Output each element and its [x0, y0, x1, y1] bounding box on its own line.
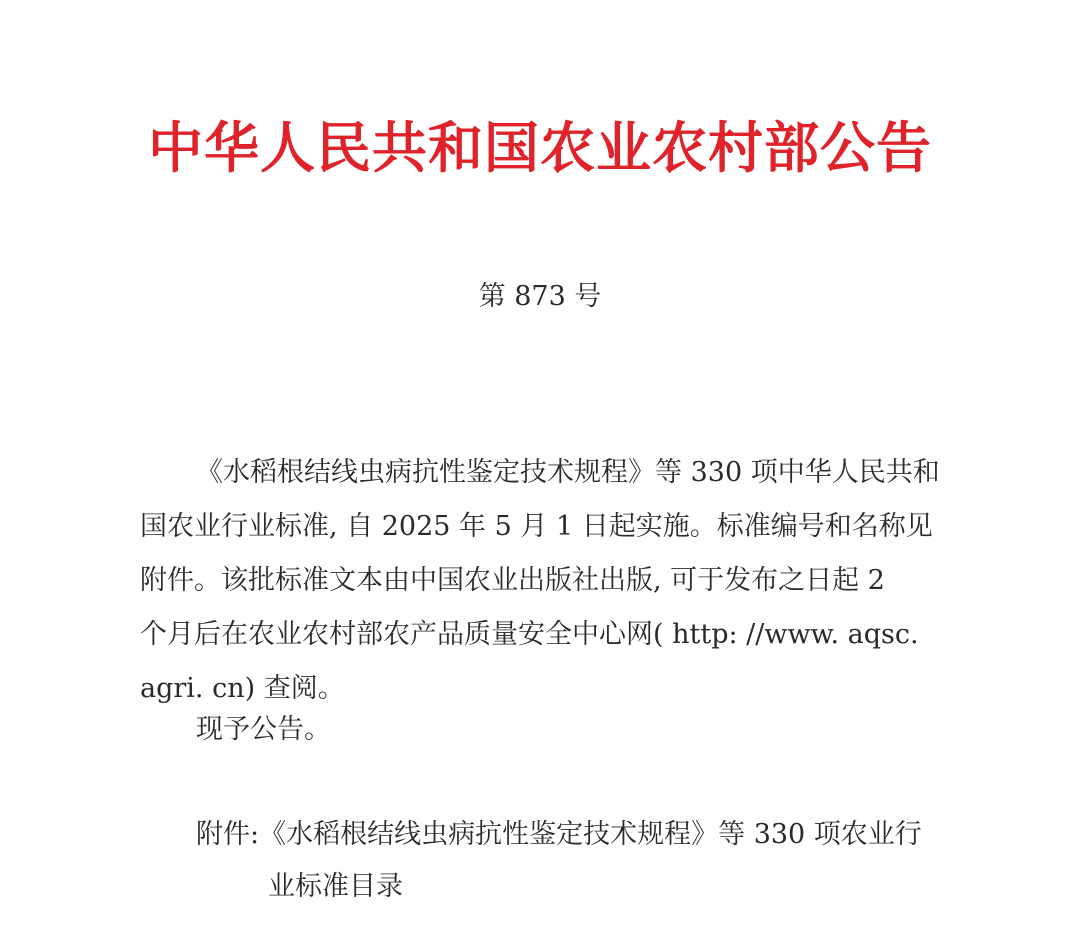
attachment-title: 《水稻根结线虫病抗性鉴定技术规程》等 330 项农业行 — [259, 819, 922, 850]
attachment-note — [196, 809, 946, 913]
body-line: 个月后在农业农村部农产品质量安全中心网( http: //www. aqsc. — [140, 619, 919, 650]
closing-statement: 现予公告。 — [196, 714, 331, 745]
body-line: 国农业行业标准, 自 2025 年 5 月 1 日起实施。标准编号和名称见 — [140, 511, 933, 542]
body-line: 附件。该批标准文本由中国农业出版社出版, 可于发布之日起 2 — [140, 565, 885, 596]
body-line: 《水稻根结线虫病抗性鉴定技术规程》等 330 项中华人民共和 — [196, 457, 940, 488]
page-title: 中华人民共和国农业农村部公告 — [147, 116, 932, 180]
announcement-body — [140, 446, 940, 716]
body-line: agri. cn) 查阅。 — [140, 673, 345, 704]
attachment-line — [196, 809, 946, 861]
announcement-number: 第 873 号 — [478, 281, 602, 312]
attachment-label: 附件: — [196, 819, 260, 850]
attachment-line-continued: 业标准目录 — [268, 871, 403, 902]
